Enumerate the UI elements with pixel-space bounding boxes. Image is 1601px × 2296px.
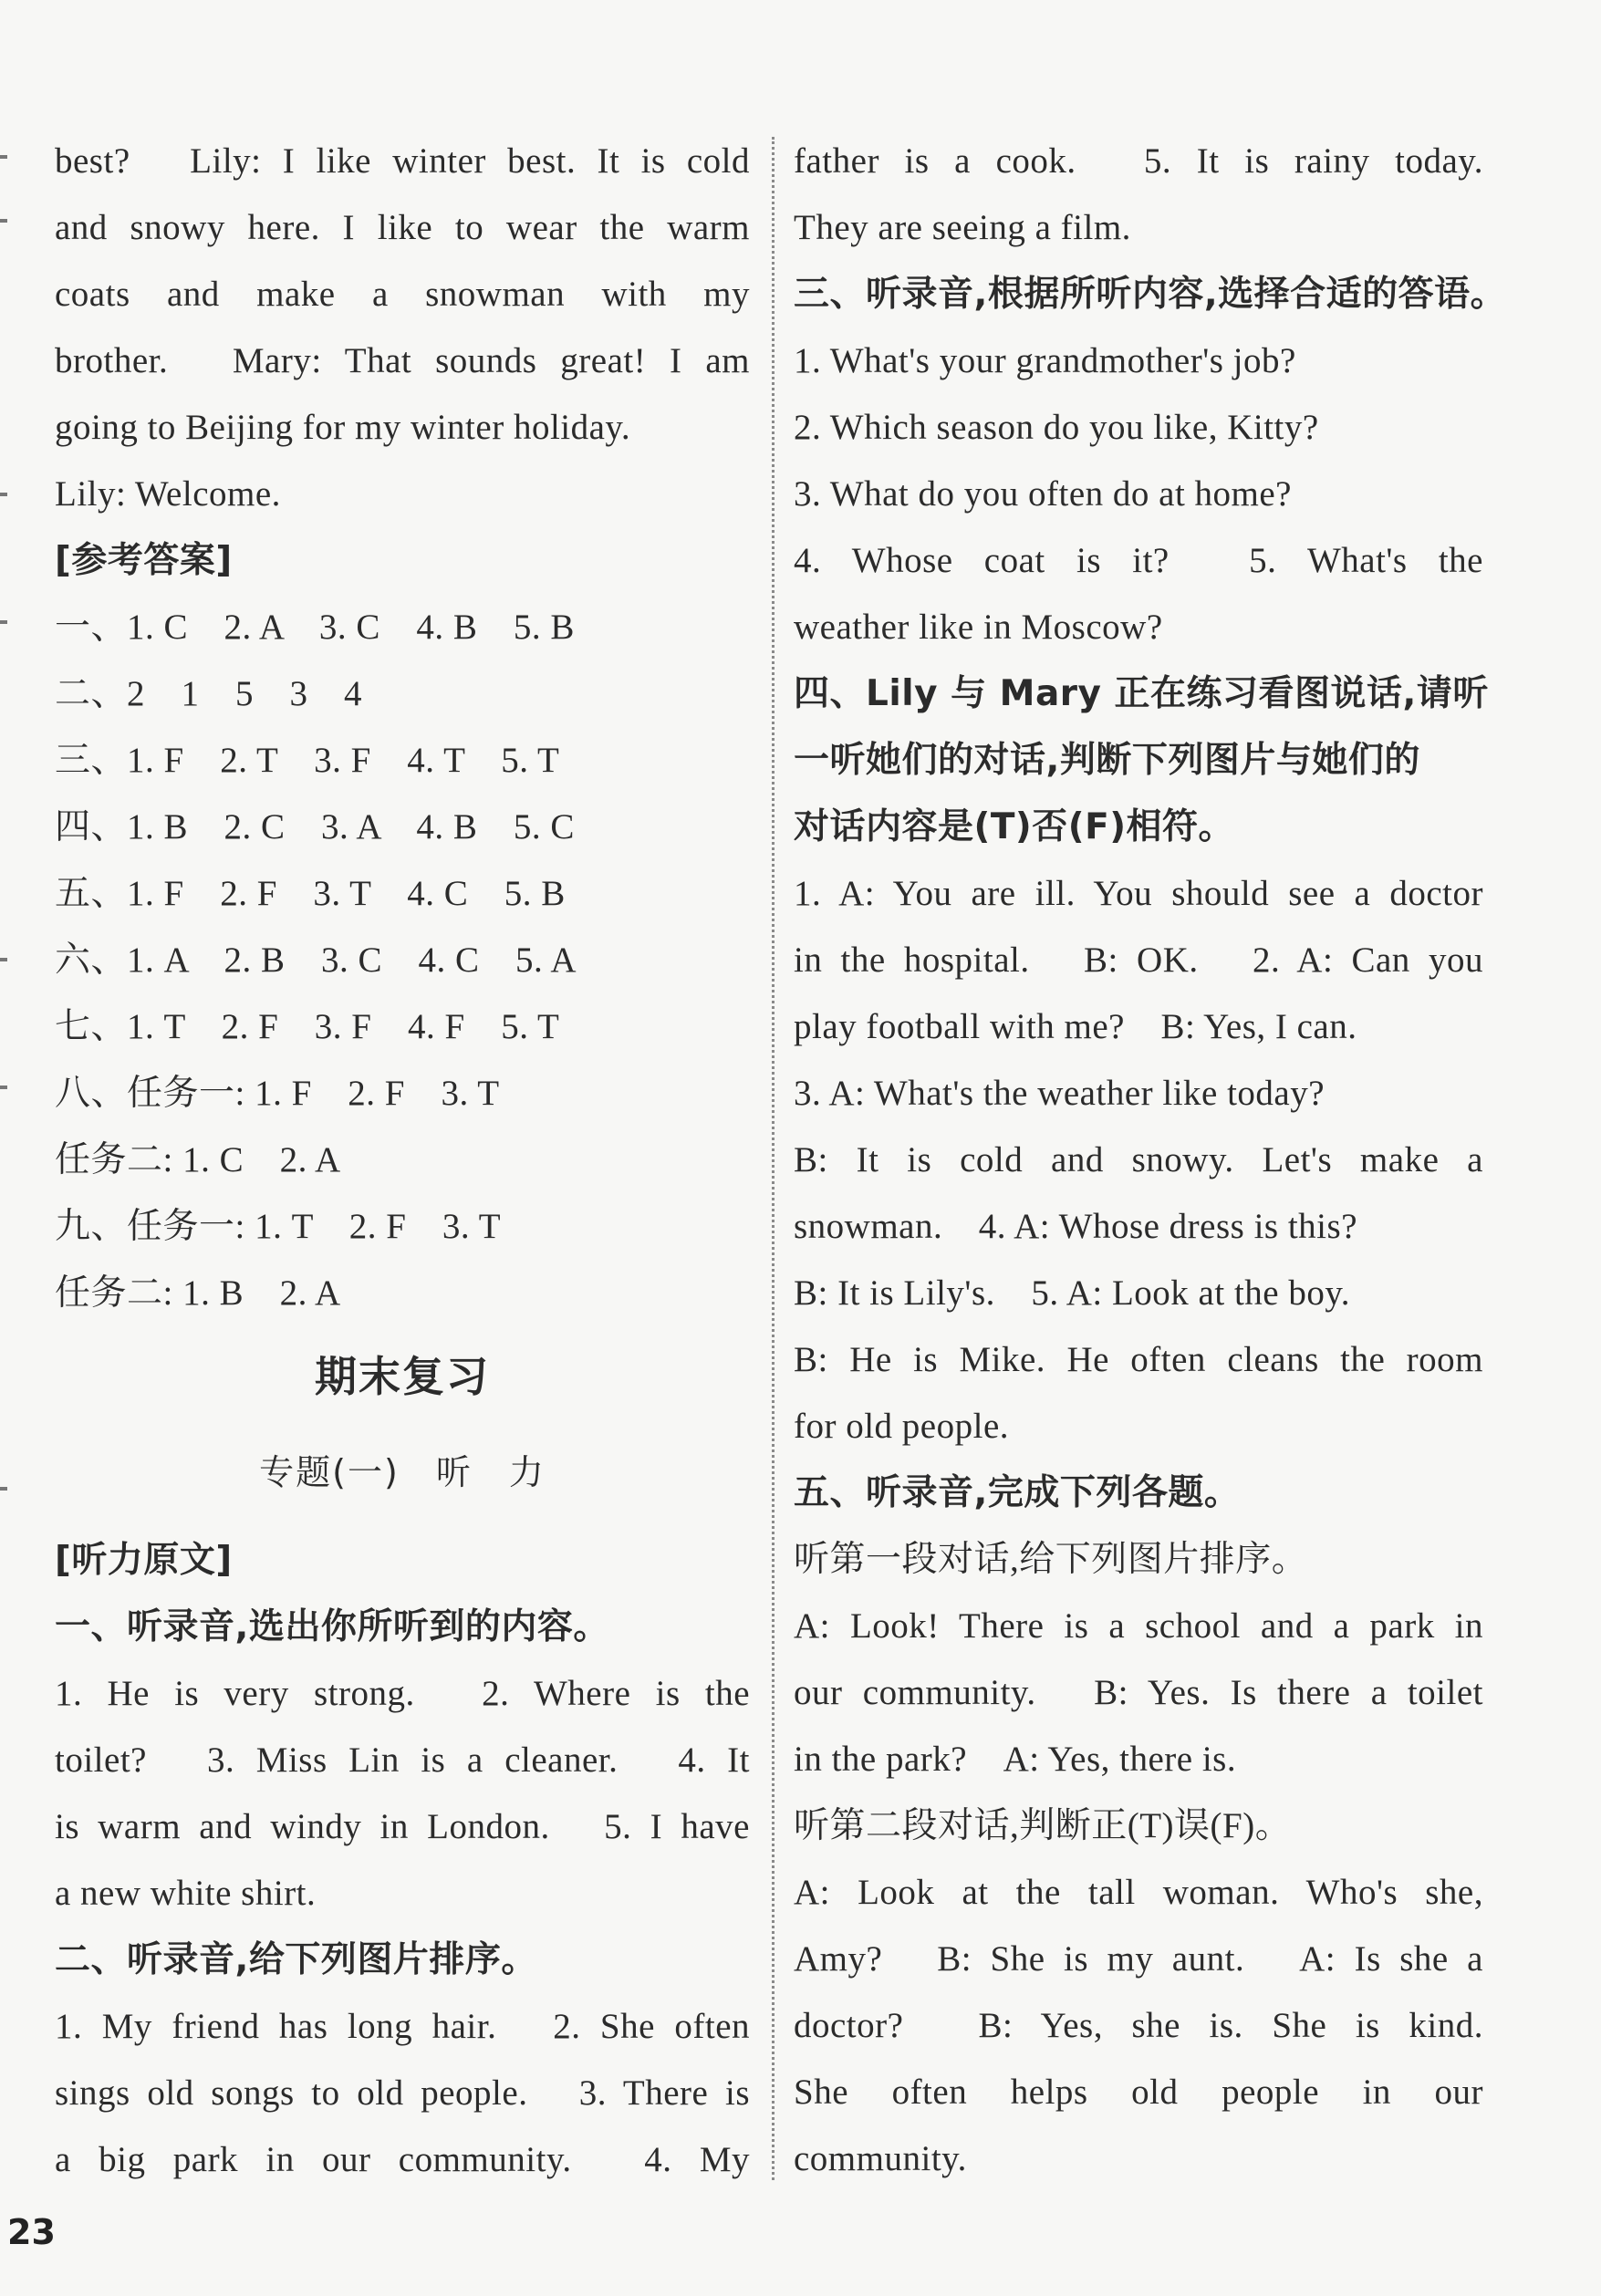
answer-line: 六、1. A 2. B 3. C 4. C 5. A [55,940,577,980]
text-line: brother. Mary: That sounds great! I am [55,341,750,380]
answer-line: 四、1. B 2. C 3. A 4. B 5. C [55,807,575,847]
text-line: 3. A: What's the weather like today? [794,1074,1326,1113]
text-line: 1. He is very strong. 2. Where is the [55,1674,750,1713]
answer-line: 任务二: 1. B 2. A [55,1273,341,1313]
text-line: A: Look! There is a school and a park in [794,1606,1483,1646]
text-line: 听第二段对话,判断正(T)误(F)。 [794,1806,1292,1845]
answer-line: 九、任务一: 1. T 2. F 3. T [55,1207,502,1246]
text-line: 听第一段对话,给下列图片排序。 [794,1540,1308,1579]
right-column [794,128,1507,2192]
left-column [55,128,750,2193]
column-divider [772,137,775,2180]
text-line: 1. A: You are ill. You should see a doctor [794,874,1483,913]
left-edge-mark [0,219,7,223]
answer-line: 七、1. T 2. F 3. F 4. F 5. T [55,1007,560,1046]
left-edge-mark [0,155,7,159]
text-line: She often helps old people in our [794,2073,1483,2112]
answer-line: 八、任务一: 1. F 2. F 3. T [55,1074,500,1113]
text-line: a new white shirt. [55,1874,317,1913]
text-line: 4. Whose coat is it? 5. What's the [794,541,1483,580]
text-line: community. [794,2139,967,2178]
left-edge-mark [0,620,7,624]
text-line: snowman. 4. A: Whose dress is this? [794,1207,1358,1246]
text-line: best? Lily: I like winter best. It is cold [55,141,750,181]
text-line: 2. Which season do you like, Kitty? [794,408,1319,447]
text-line: coats and make a snowman with my [55,275,750,314]
text-line: our community. B: Yes. Is there a toilet [794,1673,1483,1712]
left-edge-mark [0,1487,7,1491]
text-line: 1. My friend has long hair. 2. She often [55,2007,750,2046]
text-line: doctor? B: Yes, she is. She is kind. [794,2006,1483,2045]
section-subtitle: 专题(一) 听 力 [259,1452,546,1492]
text-line: weather like in Moscow? [794,608,1163,647]
text-line: B: He is Mike. He often cleans the room [794,1340,1483,1379]
section-title: 期末复习 [315,1352,490,1401]
text-line: 3. What do you often do at home? [794,474,1292,514]
text-line: for old people. [794,1407,1010,1446]
text-line: They are seeing a film. [794,208,1131,247]
page-number: 23 [7,2212,56,2252]
text-line: play football with me? B: Yes, I can. [794,1007,1357,1046]
text-line: sings old songs to old people. 3. There is [55,2073,750,2113]
transcript-heading: [听力原文] [55,1540,233,1581]
question-heading: 对话内容是(T)否(F)相符。 [794,806,1235,847]
question-heading: 三、听录音,根据所听内容,选择合适的答语。 [794,274,1507,315]
question-heading: 一、听录音,选出你所听到的内容。 [55,1606,609,1647]
question-heading: 一听她们的对话,判断下列图片与她们的 [794,740,1420,781]
answer-line: 一、1. C 2. A 3. C 4. B 5. B [55,608,575,647]
text-line: in the park? A: Yes, there is. [794,1740,1237,1779]
left-edge-mark [0,493,7,496]
text-line: A: Look at the tall woman. Who's she, [794,1873,1483,1912]
text-line: is warm and windy in London. 5. I have [55,1807,750,1846]
question-heading: 二、听录音,给下列图片排序。 [55,1939,537,1980]
answer-line: 二、2 1 5 3 4 [55,674,363,713]
left-edge-mark [0,958,7,961]
text-line: Lily: Welcome. [55,474,281,514]
text-line: going to Beijing for my winter holiday. [55,408,631,447]
question-heading: 四、Lily 与 Mary 正在练习看图说话,请听 [794,673,1489,714]
text-line: 1. What's your grandmother's job? [794,341,1296,380]
text-line: Amy? B: She is my aunt. A: Is she a [794,1939,1483,1979]
answer-line: 三、1. F 2. T 3. F 4. T 5. T [55,741,560,780]
left-edge-mark [0,1086,7,1089]
text-line: and snowy here. I like to wear the warm [55,208,750,247]
question-heading: 五、听录音,完成下列各题。 [794,1472,1241,1513]
text-line: a big park in our community. 4. My [55,2140,750,2179]
text-line: father is a cook. 5. It is rainy today. [794,141,1483,181]
answer-line: 五、1. F 2. F 3. T 4. C 5. B [55,874,566,913]
text-line: toilet? 3. Miss Lin is a cleaner. 4. It [55,1740,750,1780]
answer-line: 任务二: 1. C 2. A [55,1140,341,1179]
answer-key-heading: [参考答案] [55,540,233,581]
text-line: B: It is cold and snowy. Let's make a [794,1140,1483,1179]
text-line: B: It is Lily's. 5. A: Look at the boy. [794,1273,1351,1313]
text-line: in the hospital. B: OK. 2. A: Can you [794,940,1483,980]
